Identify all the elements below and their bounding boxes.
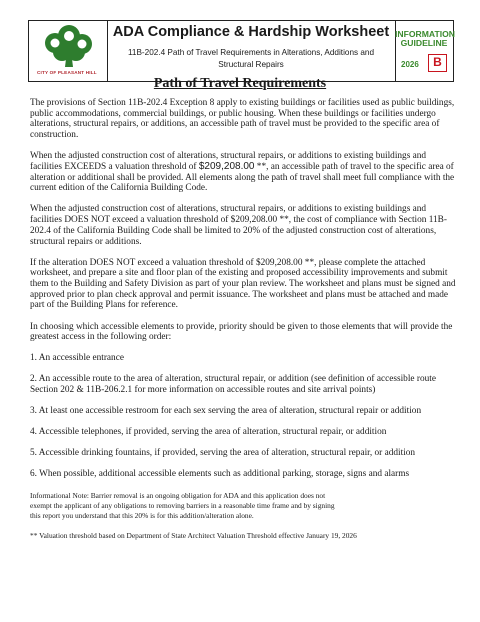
worksheet-subtitle: 11B-202.4 Path of Travel Requirements in Alterations, Additions and Structural Repairs xyxy=(127,48,375,69)
worksheet-title: ADA Compliance & Hardship Worksheet xyxy=(112,24,390,40)
informational-note: Informational Note: Barrier removal is an ongoing obligation for ADA and this application does not exempt the applicant of any obligations to removing barriers in a reasonable time frame and by signing this report you understand that this 20% is for this addition/alteration alone. xyxy=(30,490,335,521)
list-item: 4. Accessible telephones, if provided, serving the area of alteration, structural repair, or addition xyxy=(30,427,387,438)
worksheet-header xyxy=(28,20,454,82)
guideline-cell xyxy=(395,21,453,81)
paragraph-priority: In choosing which accessible elements to provide, priority should be given to those elements that will provide the greatest access in the following order: xyxy=(30,321,453,343)
info-line-1: INFORMATION xyxy=(395,29,455,39)
paragraph-worksheet-instructions: If the alteration DOES NOT exceed a valuation threshold of $209,208.00 **, please complete the attached worksheet, and prepare a site and floor plan of the existing and proposed accessibility improvements and submit them to the Building and Safety Division as part of your plan review. The worksheet and plans must be signed and approved prior to plan check approval and permit issuance. The worksheet and plans must be attached and made part of the Building Plans for reference. xyxy=(30,257,456,311)
list-item: 1. An accessible entrance xyxy=(30,353,124,364)
guideline-letter-badge: B xyxy=(428,54,447,72)
header-title-cell xyxy=(107,21,396,81)
list-item: 3. At least one accessible restroom for each sex serving the area of alteration, structural repair or addition xyxy=(30,406,422,417)
city-logo xyxy=(29,21,108,81)
list-item: 6. When possible, additional accessible elements such as additional parking, storage, signs and alarms xyxy=(30,469,410,480)
tree-logo-icon xyxy=(29,21,107,73)
guideline-year: 2026 xyxy=(401,60,419,69)
valuation-footnote: ** Valuation threshold based on Department of State Architect Valuation Threshold effective January 19, 2026 xyxy=(30,531,357,541)
paragraph-applicability: The provisions of Section 11B-202.4 Exception 8 apply to existing buildings or facilities used as public buildings, public accommodations, commercial buildings, or public housing. When these buildings or facilities undergo alterations, structural repairs, or additions, an accessible path of travel must be provided to the specific area of construction. xyxy=(30,98,455,141)
page-heading: Path of Travel Requirements xyxy=(153,76,327,91)
paragraph-below-threshold: When the adjusted construction cost of alterations, structural repairs, or additions to existing buildings and facilities DOES NOT exceed a valuation threshold of $209,208.00 **, the cost of compliance with Section 11B-202.4 of the California Building Code shall be limited to 20% of the adjusted construction cost of alterations, structural repairs or additions. xyxy=(30,204,447,247)
list-item: 2. An accessible route to the area of alteration, structural repair, or addition (see definition of accessible route Section 202 & 11B-206.2.1 for more information on accessible routes and site arrival points) xyxy=(30,374,436,396)
paragraph-exceeds-threshold: When the adjusted construction cost of alterations, structural repairs, or additions to existing buildings and facilities EXCEEDS a valuation threshold of $209,208.00 **, an accessible path of travel to the specific area of alteration or additional shall be provided. All elements along the path of travel shall meet full compliance with the current edition of the California Building Code. xyxy=(30,151,455,194)
info-line-2: GUIDELINE xyxy=(400,38,448,48)
list-item: 5. Accessible drinking fountains, if provided, serving the area of alteration, structural repair, or addition xyxy=(30,448,416,459)
threshold-amount: $209,208.00 xyxy=(198,160,255,172)
info-guideline-label xyxy=(395,30,453,48)
document-body xyxy=(30,98,458,542)
city-name-label: CITY OF PLEASANT HILL xyxy=(37,70,97,75)
